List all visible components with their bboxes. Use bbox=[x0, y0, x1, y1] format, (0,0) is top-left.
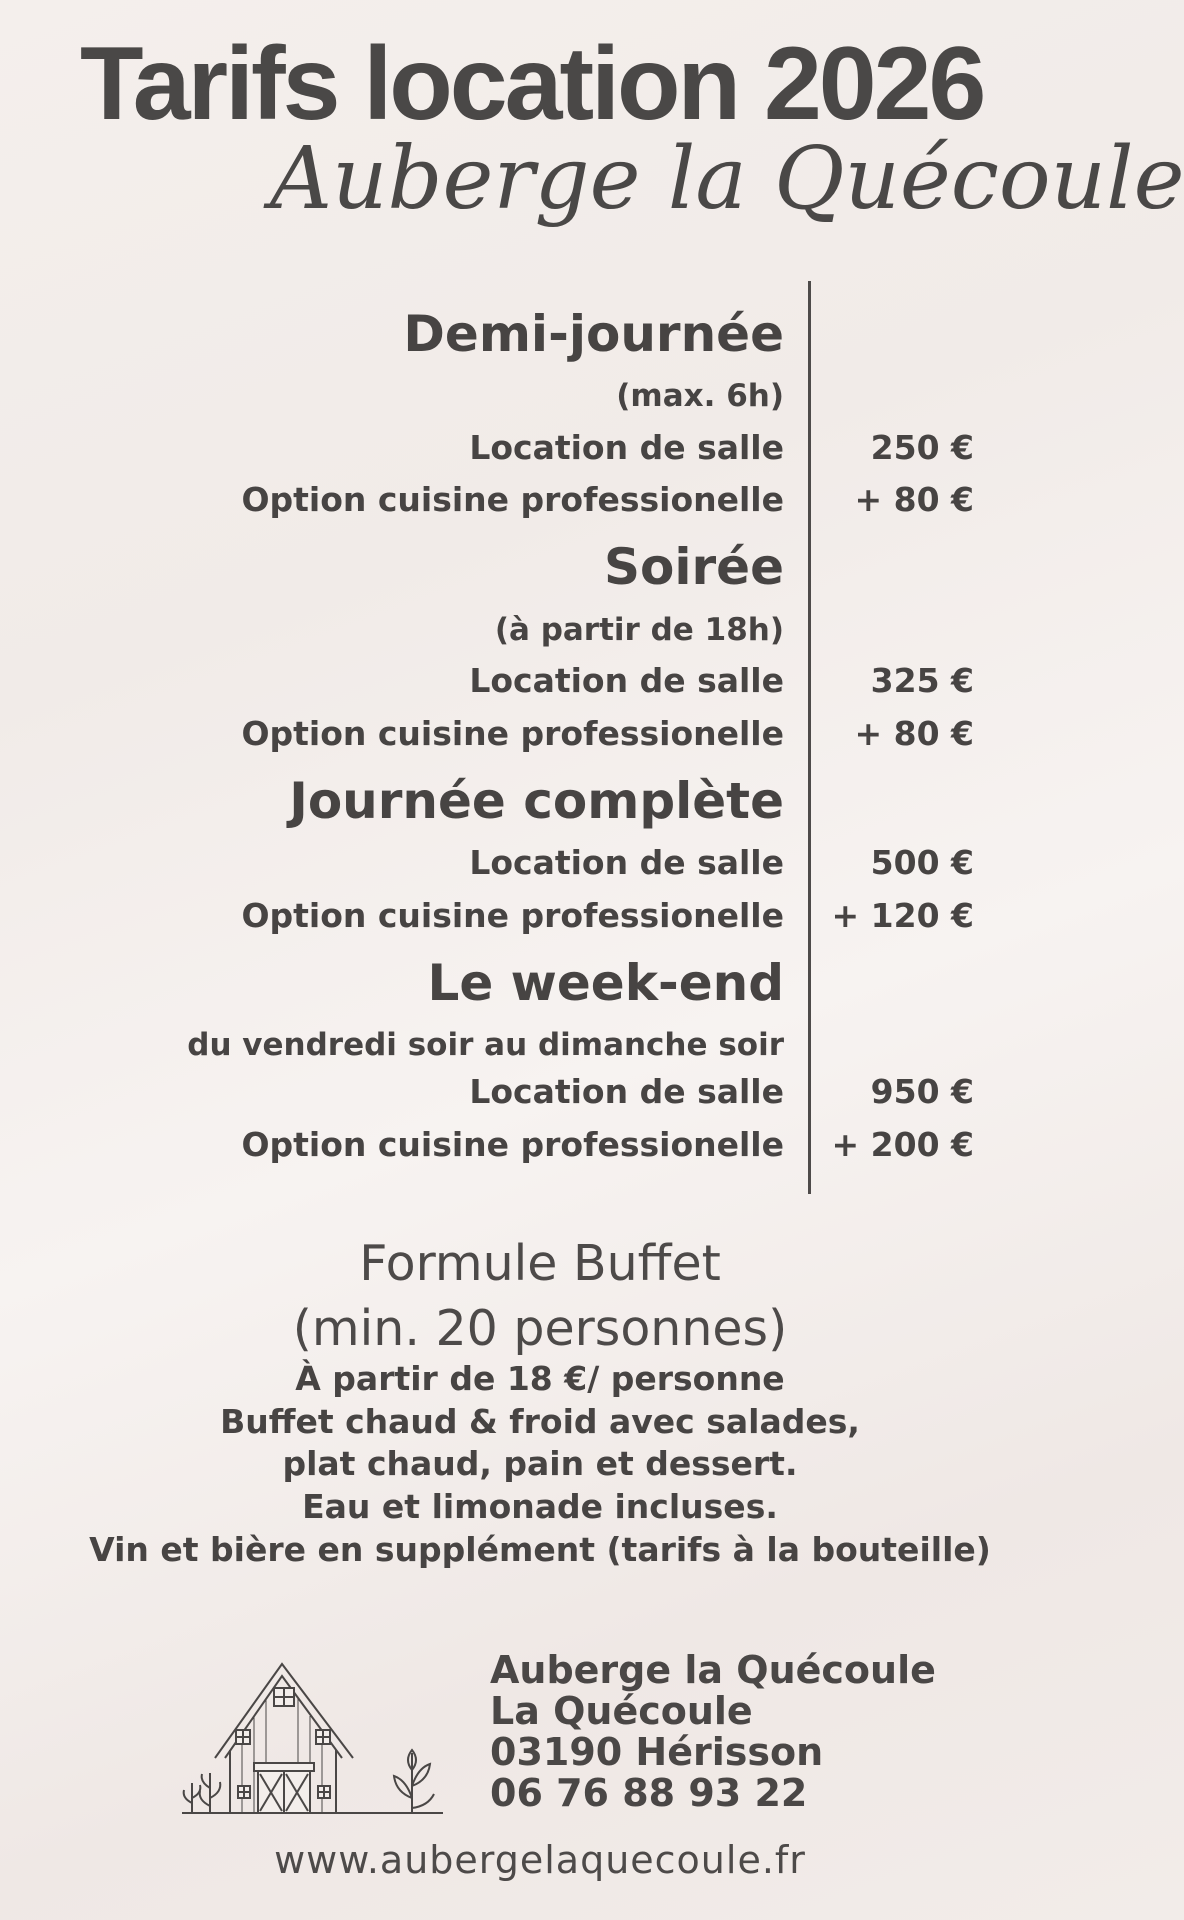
section-demi-heading bbox=[0, 305, 1080, 363]
contact-block bbox=[490, 1650, 936, 1814]
website-link[interactable]: www.aubergelaquecoule.fr bbox=[274, 1838, 806, 1882]
price-row bbox=[0, 428, 1080, 480]
price-value: + 80 € bbox=[854, 714, 974, 753]
buffet-min: (min. 20 personnes) bbox=[292, 1300, 788, 1357]
section-heading: Soirée bbox=[604, 538, 784, 596]
price-label: Location de salle bbox=[469, 428, 784, 467]
section-note: du vendredi soir au dimanche soir bbox=[187, 1027, 784, 1063]
price-value: + 80 € bbox=[854, 480, 974, 519]
buffet-line: Vin et bière en supplément (tarifs à la bouteille) bbox=[89, 1530, 991, 1569]
price-value: + 200 € bbox=[831, 1125, 974, 1164]
buffet-line: Buffet chaud & froid avec salades, bbox=[220, 1402, 860, 1441]
price-label: Option cuisine professionelle bbox=[241, 896, 784, 935]
page-title: Tarifs location 2026 bbox=[80, 26, 984, 142]
price-row bbox=[0, 896, 1080, 948]
page-subtitle: Auberge la Quécoule bbox=[270, 129, 1184, 229]
price-value: 325 € bbox=[870, 661, 974, 700]
section-heading: Journée complète bbox=[289, 772, 784, 830]
price-label: Location de salle bbox=[469, 661, 784, 700]
price-value: 250 € bbox=[870, 428, 974, 467]
section-demi-note bbox=[0, 378, 1080, 430]
buffet-line: plat chaud, pain et dessert. bbox=[282, 1444, 798, 1483]
section-weekend-heading bbox=[0, 954, 1080, 1012]
price-label: Option cuisine professionelle bbox=[241, 714, 784, 753]
price-value: + 120 € bbox=[831, 896, 974, 935]
price-label: Option cuisine professionelle bbox=[241, 480, 784, 519]
section-journee-heading bbox=[0, 772, 1080, 830]
buffet-title: Formule Buffet bbox=[359, 1235, 721, 1292]
price-value: 950 € bbox=[870, 1072, 974, 1111]
price-row bbox=[0, 1072, 1080, 1124]
section-soiree-heading bbox=[0, 538, 1080, 596]
contact-phone[interactable]: 06 76 88 93 22 bbox=[490, 1771, 808, 1815]
barn-icon bbox=[180, 1658, 445, 1816]
section-soiree-note bbox=[0, 612, 1080, 664]
price-label: Location de salle bbox=[469, 1072, 784, 1111]
price-value: 500 € bbox=[870, 843, 974, 882]
section-heading: Demi-journée bbox=[403, 305, 784, 363]
contact-city: 03190 Hérisson bbox=[490, 1730, 824, 1774]
price-label: Location de salle bbox=[469, 843, 784, 882]
price-label: Option cuisine professionelle bbox=[241, 1125, 784, 1164]
price-row bbox=[0, 661, 1080, 713]
price-row bbox=[0, 480, 1080, 532]
section-heading: Le week-end bbox=[427, 954, 784, 1012]
section-note: (max. 6h) bbox=[616, 378, 784, 414]
buffet-line: Eau et limonade incluses. bbox=[302, 1487, 778, 1526]
buffet-line: À partir de 18 €/ personne bbox=[295, 1359, 785, 1398]
contact-place: La Quécoule bbox=[490, 1689, 753, 1733]
price-row bbox=[0, 1125, 1080, 1177]
contact-name: Auberge la Quécoule bbox=[490, 1648, 936, 1692]
price-row bbox=[0, 714, 1080, 766]
section-note: (à partir de 18h) bbox=[494, 612, 784, 648]
price-row bbox=[0, 843, 1080, 895]
